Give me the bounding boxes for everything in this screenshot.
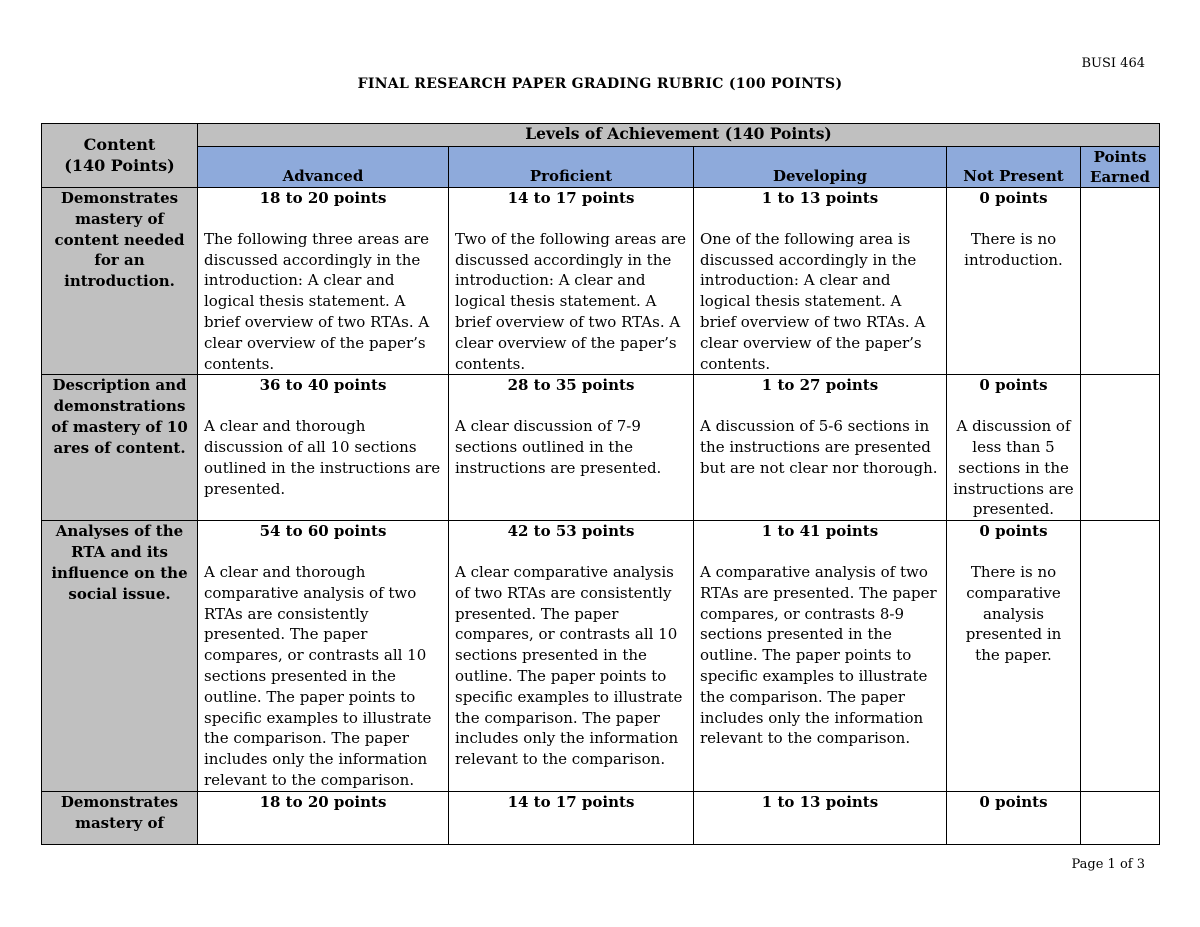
points-range: 1 to 41 points <box>761 522 879 541</box>
rubric-cell-advanced <box>198 375 449 521</box>
cell-description: Two of the following areas are discussed accordingly in the introduction: A clear and logical thesis statement. A brief overview of two RTAs. A clear overview of the paper’s contents. <box>455 229 687 373</box>
column-header-not-present: Not Present <box>947 147 1081 188</box>
points-range: 0 points <box>979 376 1048 395</box>
points-range: 1 to 27 points <box>761 376 879 395</box>
rubric-cell-proficient <box>449 375 694 521</box>
points-earned-cell[interactable] <box>1081 521 1160 792</box>
rubric-cell-not-present <box>947 521 1081 792</box>
points-earned-cell[interactable] <box>1081 188 1160 375</box>
content-header-line-2: (140 Points) <box>64 155 175 175</box>
criterion-cell: Demonstrates mastery of <box>42 791 198 844</box>
rubric-cell-advanced <box>198 521 449 792</box>
points-range: 42 to 53 points <box>507 522 635 541</box>
column-header-proficient: Proficient <box>449 147 694 188</box>
rubric-cell-proficient <box>449 521 694 792</box>
cell-description: There is no comparative analysis presented in the paper. <box>965 562 1062 665</box>
cell-description: A clear discussion of 7-9 sections outlined in the instructions are presented. <box>455 417 662 477</box>
table-row <box>42 375 1160 521</box>
rubric-cell-advanced <box>198 188 449 375</box>
cell-description: A clear comparative analysis of two RTAs are consistently presented. The paper compares, or contrasts all 10 sections presented in the outline. The paper points to specific examples to illustrate the comparison. The paper includes only the information relevant to the comparison. <box>455 562 683 769</box>
points-range: 1 to 13 points <box>761 792 879 811</box>
column-header-advanced: Advanced <box>198 147 449 188</box>
rubric-cell-not-present <box>947 791 1081 844</box>
course-code: BUSI 464 <box>1081 56 1145 71</box>
rubric-cell-not-present <box>947 188 1081 375</box>
rubric-cell-developing <box>694 791 947 844</box>
rubric-cell-proficient <box>449 791 694 844</box>
rubric-cell-proficient <box>449 188 694 375</box>
rubric-cell-advanced <box>198 791 449 844</box>
cell-description: A clear and thorough comparative analysis of two RTAs are consistently presented. The paper compares, or contrasts all 10 sections presented in the outline. The paper points to specific examples to illustrate the comparison. The paper includes only the information relevant to the comparison. <box>204 562 432 789</box>
points-range: 14 to 17 points <box>507 792 635 811</box>
points-range: 54 to 60 points <box>259 522 387 541</box>
points-range: 36 to 40 points <box>259 376 387 395</box>
column-header-developing: Developing <box>694 147 947 188</box>
content-column-header <box>42 124 198 188</box>
column-header-points-earned: Points Earned <box>1081 147 1160 188</box>
document-title: FINAL RESEARCH PAPER GRADING RUBRIC (100 POINTS) <box>357 76 843 92</box>
rubric-cell-not-present <box>947 375 1081 521</box>
points-range: 18 to 20 points <box>259 792 387 811</box>
page-number: Page 1 of 3 <box>1071 857 1145 872</box>
points-range: 1 to 13 points <box>761 189 879 207</box>
cell-description: The following three areas are discussed accordingly in the introduction: A clear and logical thesis statement. A brief overview of two RTAs. A clear overview of the paper’s contents. <box>204 229 430 373</box>
criterion-cell: Analyses of the RTA and its influence on the social issue. <box>42 521 198 792</box>
criterion-cell: Demonstrates mastery of content needed for an introduction. <box>42 188 198 375</box>
cell-description: There is no introduction. <box>964 229 1063 269</box>
cell-description: A discussion of 5-6 sections in the instructions are presented but are not clear nor thorough. <box>700 417 938 477</box>
table-row <box>42 188 1160 375</box>
rubric-table <box>41 123 1160 845</box>
rubric-cell-developing <box>694 188 947 375</box>
content-header-line-1: Content <box>83 134 156 154</box>
points-range: 18 to 20 points <box>259 189 387 207</box>
points-range: 28 to 35 points <box>507 376 635 395</box>
points-range: 0 points <box>979 522 1048 541</box>
rubric-cell-developing <box>694 375 947 521</box>
points-range: 0 points <box>979 189 1048 207</box>
cell-description: A comparative analysis of two RTAs are presented. The paper compares, or contrasts 8-9 sections presented in the outline. The paper points to specific examples to illustrate the comparison. The paper includes only the information relevant to the comparison. <box>700 562 937 748</box>
points-earned-cell[interactable] <box>1081 375 1160 521</box>
table-row <box>42 521 1160 792</box>
points-range: 14 to 17 points <box>507 189 635 207</box>
levels-of-achievement-header: Levels of Achievement (140 Points) <box>198 124 1160 147</box>
criterion-cell: Description and demonstrations of mastery of 10 ares of content. <box>42 375 198 521</box>
cell-description: One of the following area is discussed accordingly in the introduction: A clear and logical thesis statement. A brief overview of two RTAs. A clear overview of the paper’s contents. <box>700 229 926 373</box>
table-header-row-1 <box>42 124 1160 147</box>
points-earned-cell[interactable] <box>1081 791 1160 844</box>
table-header-row-2 <box>42 147 1160 188</box>
rubric-cell-developing <box>694 521 947 792</box>
cell-description: A discussion of less than 5 sections in the instructions are presented. <box>953 417 1074 519</box>
cell-description: A clear and thorough discussion of all 10 sections outlined in the instructions are presented. <box>204 417 441 498</box>
table-row <box>42 791 1160 844</box>
points-range: 0 points <box>979 792 1048 811</box>
